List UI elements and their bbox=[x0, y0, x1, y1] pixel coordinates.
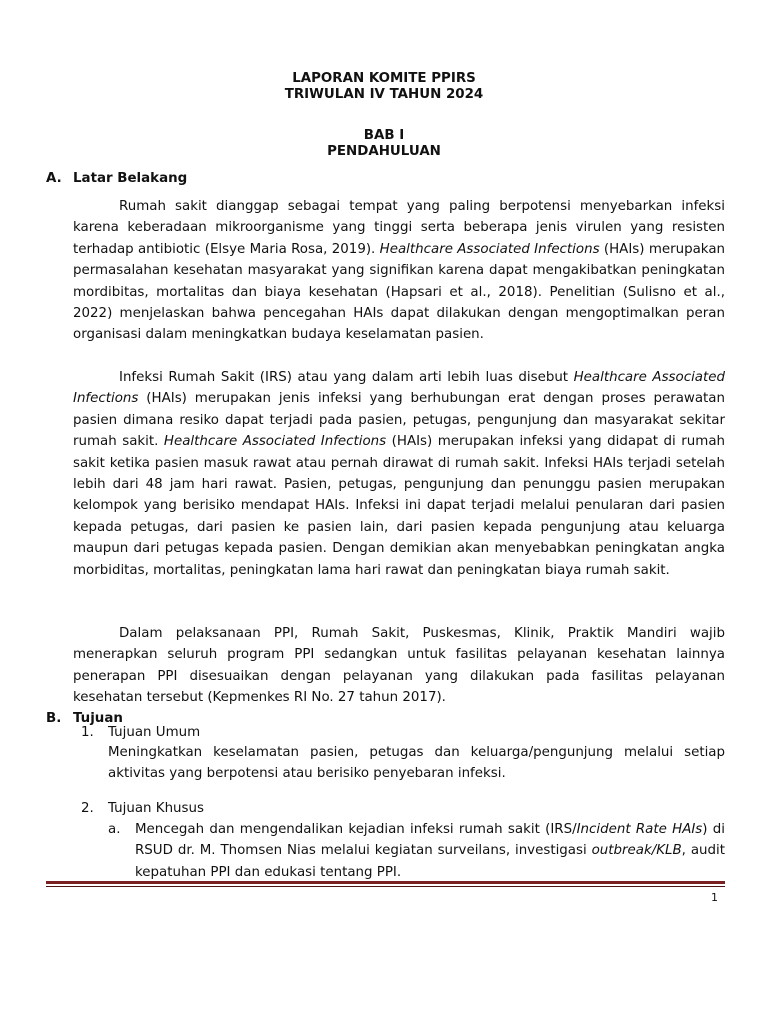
p1-italic-1: Healthcare Associated Infections bbox=[379, 241, 600, 257]
paragraph-3 bbox=[73, 623, 725, 709]
list-item-1-number: 1. bbox=[81, 725, 94, 740]
p2-italic-1: Healthcare Associated Infections bbox=[73, 370, 725, 407]
list-item-1-title: Tujuan Umum bbox=[108, 725, 201, 740]
p1-text-2: (HAIs) merupakan permasalahan kesehatan masyarakat yang signifikan karena dapat mengakibatkan peningkatan mordibitas, mortalitas dan biaya kesehatan (Hapsari et al., 2018). Penelitian (Sulisno et al., 2022) menjelaskan bahwa pencegahan HAIs dapat dilakukan dengan mengoptimalkan peran organisasi dalam meningkatkan budaya keselamatan pasien. bbox=[73, 241, 726, 343]
section-a-title: Latar Belakang bbox=[73, 171, 188, 186]
footer-rule-thin bbox=[46, 886, 725, 887]
sub-a-italic-2: outbreak/KLB bbox=[591, 843, 682, 859]
sub-item-a-body bbox=[135, 819, 725, 883]
list-item-2-title: Tujuan Khusus bbox=[108, 801, 204, 816]
paragraph-1 bbox=[73, 196, 725, 346]
p3-text: Dalam pelaksanaan PPI, Rumah Sakit, Puskesmas, Klinik, Praktik Mandiri wajib menerapkan seluruh program PPI sedangkan untuk fasilitas pelayanan kesehatan lainnya penerapan PPI disesuaikan dengan pelayanan yang dilakukan pada fasilitas pelayanan kesehatan tersebut (Kepmenkes RI No. 27 tahun 2017). bbox=[73, 626, 725, 706]
p2-text-3: (HAIs) merupakan infeksi yang didapat di rumah sakit ketika pasien masuk rawat atau pernah dirawat di rumah sakit. Infeksi HAIs terjadi setelah lebih dari 48 jam hari rawat. Pasien, petugas, pengunjung dan penunggu pasien merupakan kelompok yang berisiko mendapat HAIs. Infeksi ini dapat terjadi melalui penularan dari pasien kepada petugas, dari pasien ke pasien lain, dari pasien kepada pengunjung atau keluarga maupun dari petugas kepada pasien. Dengan demikian akan menyebabkan peningkatan angka morbiditas, mortalitas, peningkatan lama hari rawat dan peningkatan biaya rumah sakit. bbox=[73, 434, 726, 578]
footer-rule-thick bbox=[46, 881, 725, 884]
page-number: 1 bbox=[711, 891, 718, 904]
section-b-title: Tujuan bbox=[73, 711, 123, 726]
list-item-2-number: 2. bbox=[81, 801, 94, 816]
paragraph-2 bbox=[73, 367, 725, 581]
sub-item-a-label: a. bbox=[108, 822, 121, 837]
chapter-title: PENDAHULUAN bbox=[327, 144, 441, 159]
chapter-number: BAB I bbox=[363, 128, 405, 143]
p2-text-2: (HAIs) merupakan jenis infeksi yang berhubungan erat dengan proses perawatan pasien dimana resiko dapat terjadi pada pasien, petugas, pengunjung dan masyarakat sekitar rumah sakit. bbox=[73, 391, 725, 450]
p2-text-1: Infeksi Rumah Sakit (IRS) atau yang dalam arti lebih luas disebut bbox=[119, 370, 574, 385]
sub-a-text-3: , audit kepatuhan PPI dan edukasi tentang PPI. bbox=[135, 843, 725, 880]
report-subtitle: TRIWULAN IV TAHUN 2024 bbox=[284, 87, 484, 102]
section-b-label: B. bbox=[46, 711, 62, 726]
p1-text-1: Rumah sakit dianggap sebagai tempat yang paling berpotensi menyebarkan infeksi karena keberadaan mikroorganisme yang tinggi serta beberapa jenis virulen yang resisten terhadap antibiotic (Elsye Maria Rosa, 2019). bbox=[73, 199, 725, 257]
list-item-1-body: Meningkatkan keselamatan pasien, petugas dan keluarga/pengunjung melalui setiap aktivitas yang berpotensi atau berisiko penyebaran infeksi. bbox=[108, 745, 725, 782]
sub-a-text-2: ) di RSUD dr. M. Thomsen Nias melalui kegiatan surveilans, investigasi bbox=[135, 822, 725, 859]
sub-a-text-1: Mencegah dan mengendalikan kejadian infeksi rumah sakit (IRS/ bbox=[135, 822, 577, 837]
report-title: LAPORAN KOMITE PPIRS bbox=[292, 71, 476, 86]
section-a-label: A. bbox=[46, 171, 62, 186]
p2-italic-2: Healthcare Associated Infections bbox=[163, 434, 387, 450]
sub-a-italic-1: Incident Rate HAIs bbox=[576, 822, 703, 837]
